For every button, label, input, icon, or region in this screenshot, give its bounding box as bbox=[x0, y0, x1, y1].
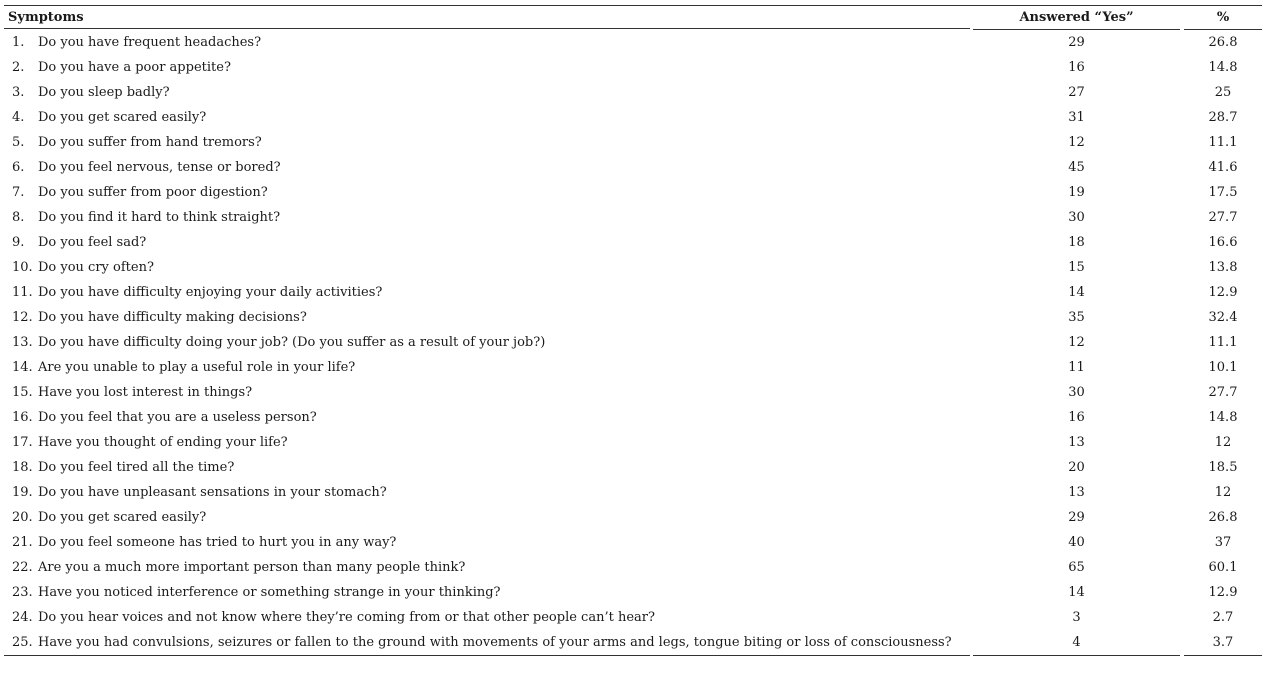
table-row bbox=[4, 630, 1262, 655]
row-number: 21. bbox=[12, 535, 33, 550]
table-row bbox=[4, 530, 1262, 555]
percent-value: 26.8 bbox=[1208, 510, 1238, 525]
row-number: 14. bbox=[12, 360, 33, 375]
symptom-question: Do you feel tired all the time? bbox=[38, 460, 235, 475]
symptom-question: Do you hear voices and not know where they’re coming from or that other people can’t hear? bbox=[38, 610, 655, 625]
table-row bbox=[4, 380, 1262, 405]
answered-yes-count: 14 bbox=[1068, 585, 1085, 600]
table-row bbox=[4, 205, 1262, 230]
percent-value: 3.7 bbox=[1212, 635, 1234, 650]
answered-yes-count: 27 bbox=[1068, 85, 1085, 100]
answered-yes-count: 18 bbox=[1068, 235, 1085, 250]
row-number: 20. bbox=[12, 510, 33, 525]
percent-value: 26.8 bbox=[1208, 35, 1238, 50]
symptom-question: Do you feel nervous, tense or bored? bbox=[38, 160, 281, 175]
percent-value: 11.1 bbox=[1208, 335, 1238, 350]
percent-value: 41.6 bbox=[1208, 160, 1238, 175]
row-number: 1. bbox=[12, 35, 25, 50]
symptom-question: Do you cry often? bbox=[38, 260, 154, 275]
row-number: 23. bbox=[12, 585, 33, 600]
symptom-question: Are you a much more important person than many people think? bbox=[38, 560, 466, 575]
answered-yes-count: 30 bbox=[1068, 210, 1085, 225]
percent-value: 17.5 bbox=[1208, 185, 1238, 200]
row-number: 25. bbox=[12, 635, 33, 650]
answered-yes-count: 45 bbox=[1068, 160, 1085, 175]
table-row bbox=[4, 30, 1262, 55]
percent-value: 12.9 bbox=[1208, 285, 1238, 300]
answered-yes-count: 65 bbox=[1068, 560, 1085, 575]
table-row bbox=[4, 55, 1262, 80]
table-row bbox=[4, 355, 1262, 380]
answered-yes-count: 35 bbox=[1068, 310, 1085, 325]
symptom-question: Have you had convulsions, seizures or fallen to the ground with movements of your arms and legs, tongue biting or loss of consciousness? bbox=[38, 635, 952, 650]
table-bottom-rule bbox=[973, 655, 1180, 656]
answered-yes-count: 11 bbox=[1068, 360, 1085, 375]
symptom-question: Have you noticed interference or something strange in your thinking? bbox=[38, 585, 501, 600]
percent-value: 28.7 bbox=[1208, 110, 1238, 125]
symptom-question: Do you feel sad? bbox=[38, 235, 147, 250]
table-header-row bbox=[4, 5, 1262, 30]
answered-yes-count: 12 bbox=[1068, 135, 1085, 150]
row-number: 12. bbox=[12, 310, 33, 325]
answered-yes-count: 13 bbox=[1068, 485, 1085, 500]
table-row bbox=[4, 230, 1262, 255]
answered-yes-count: 40 bbox=[1068, 535, 1085, 550]
percent-value: 10.1 bbox=[1208, 360, 1238, 375]
answered-yes-count: 13 bbox=[1068, 435, 1085, 450]
row-number: 24. bbox=[12, 610, 33, 625]
symptom-question: Do you have a poor appetite? bbox=[38, 60, 231, 75]
table-bottom-rule bbox=[4, 655, 970, 656]
answered-yes-count: 29 bbox=[1068, 510, 1085, 525]
table-row bbox=[4, 105, 1262, 130]
percent-value: 12 bbox=[1214, 435, 1232, 450]
answered-yes-count: 29 bbox=[1068, 35, 1085, 50]
header-answered-yes: Answered “Yes” bbox=[973, 6, 1180, 30]
symptom-question: Do you have unpleasant sensations in your stomach? bbox=[38, 485, 387, 500]
row-number: 11. bbox=[12, 285, 33, 300]
symptom-question: Do you feel that you are a useless person? bbox=[38, 410, 317, 425]
answered-yes-count: 19 bbox=[1068, 185, 1085, 200]
percent-value: 13.8 bbox=[1208, 260, 1238, 275]
symptom-question: Have you lost interest in things? bbox=[38, 385, 253, 400]
row-number: 6. bbox=[12, 160, 25, 175]
table-row bbox=[4, 605, 1262, 630]
percent-value: 18.5 bbox=[1208, 460, 1238, 475]
row-number: 7. bbox=[12, 185, 25, 200]
symptom-question: Have you thought of ending your life? bbox=[38, 435, 288, 450]
row-number: 18. bbox=[12, 460, 33, 475]
symptom-question: Do you find it hard to think straight? bbox=[38, 210, 281, 225]
table-row bbox=[4, 330, 1262, 355]
answered-yes-count: 20 bbox=[1068, 460, 1085, 475]
symptom-question: Do you feel someone has tried to hurt you in any way? bbox=[38, 535, 397, 550]
row-number: 19. bbox=[12, 485, 33, 500]
percent-value: 32.4 bbox=[1208, 310, 1238, 325]
answered-yes-count: 30 bbox=[1068, 385, 1085, 400]
symptom-question: Do you get scared easily? bbox=[38, 510, 207, 525]
table-row bbox=[4, 430, 1262, 455]
row-number: 4. bbox=[12, 110, 25, 125]
answered-yes-count: 15 bbox=[1068, 260, 1085, 275]
row-number: 5. bbox=[12, 135, 25, 150]
row-number: 17. bbox=[12, 435, 33, 450]
symptom-question: Do you have difficulty doing your job? (Do you suffer as a result of your job?) bbox=[38, 335, 546, 350]
symptoms-table bbox=[4, 5, 1262, 657]
row-number: 13. bbox=[12, 335, 33, 350]
row-number: 2. bbox=[12, 60, 25, 75]
symptom-question: Do you have difficulty enjoying your daily activities? bbox=[38, 285, 383, 300]
table-row bbox=[4, 405, 1262, 430]
table-row bbox=[4, 280, 1262, 305]
percent-value: 11.1 bbox=[1208, 135, 1238, 150]
percent-value: 14.8 bbox=[1208, 60, 1238, 75]
percent-value: 12.9 bbox=[1208, 585, 1238, 600]
answered-yes-count: 4 bbox=[1072, 635, 1081, 650]
row-number: 15. bbox=[12, 385, 33, 400]
row-number: 16. bbox=[12, 410, 33, 425]
percent-value: 16.6 bbox=[1208, 235, 1238, 250]
table-row bbox=[4, 555, 1262, 580]
percent-value: 12 bbox=[1214, 485, 1232, 500]
percent-value: 25 bbox=[1214, 85, 1232, 100]
table-row bbox=[4, 305, 1262, 330]
percent-value: 27.7 bbox=[1208, 210, 1238, 225]
answered-yes-count: 16 bbox=[1068, 410, 1085, 425]
symptom-question: Do you suffer from hand tremors? bbox=[38, 135, 262, 150]
row-number: 10. bbox=[12, 260, 33, 275]
symptom-question: Do you get scared easily? bbox=[38, 110, 207, 125]
symptom-question: Do you suffer from poor digestion? bbox=[38, 185, 268, 200]
table-row bbox=[4, 130, 1262, 155]
symptom-question: Are you unable to play a useful role in your life? bbox=[38, 360, 356, 375]
percent-value: 14.8 bbox=[1208, 410, 1238, 425]
table-row bbox=[4, 580, 1262, 605]
answered-yes-count: 16 bbox=[1068, 60, 1085, 75]
row-number: 22. bbox=[12, 560, 33, 575]
table-row bbox=[4, 255, 1262, 280]
row-number: 9. bbox=[12, 235, 25, 250]
answered-yes-count: 31 bbox=[1068, 110, 1085, 125]
row-number: 8. bbox=[12, 210, 25, 225]
answered-yes-count: 12 bbox=[1068, 335, 1085, 350]
percent-value: 27.7 bbox=[1208, 385, 1238, 400]
symptom-question: Do you sleep badly? bbox=[38, 85, 170, 100]
table-row bbox=[4, 480, 1262, 505]
symptom-question: Do you have difficulty making decisions? bbox=[38, 310, 307, 325]
table-row bbox=[4, 80, 1262, 105]
percent-value: 37 bbox=[1214, 535, 1232, 550]
percent-value: 2.7 bbox=[1212, 610, 1234, 625]
table-row bbox=[4, 155, 1262, 180]
header-symptoms: Symptoms bbox=[4, 6, 970, 29]
answered-yes-count: 14 bbox=[1068, 285, 1085, 300]
symptom-question: Do you have frequent headaches? bbox=[38, 35, 262, 50]
table-row bbox=[4, 180, 1262, 205]
table-bottom-rule bbox=[1184, 655, 1262, 656]
table-row bbox=[4, 505, 1262, 530]
answered-yes-count: 3 bbox=[1072, 610, 1081, 625]
table-body bbox=[4, 30, 1262, 655]
percent-value: 60.1 bbox=[1208, 560, 1238, 575]
row-number: 3. bbox=[12, 85, 25, 100]
header-percent: % bbox=[1184, 6, 1262, 30]
table-row bbox=[4, 455, 1262, 480]
